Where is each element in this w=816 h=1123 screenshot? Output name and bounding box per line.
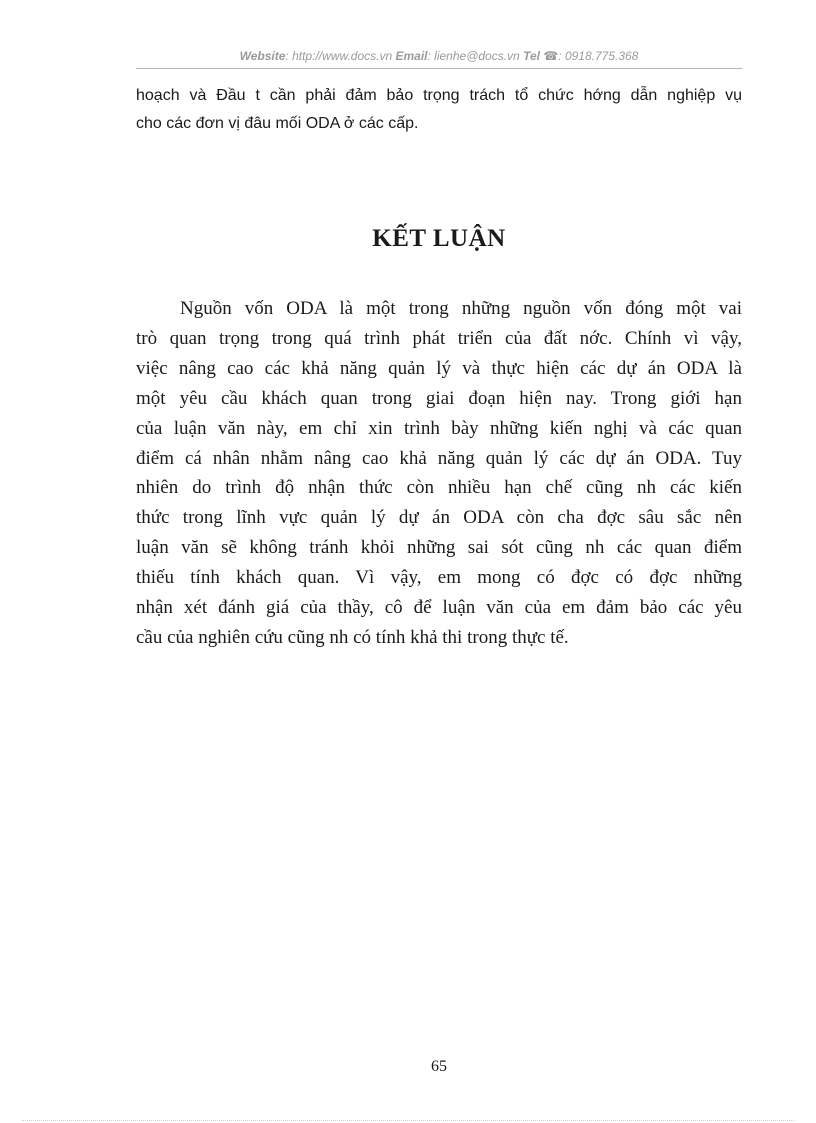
email-label: Email xyxy=(395,49,428,63)
page-number: 65 xyxy=(431,1058,447,1075)
paragraph-line: Nguồn vốn ODA là một trong những nguồn vốn đóng một vai xyxy=(180,298,742,319)
tel-label: Tel xyxy=(523,49,540,63)
paragraph-line: thiếu tính khách quan. Vì vậy, em mong có đợc có đợc những xyxy=(136,567,742,589)
section-title: KẾT LUẬN xyxy=(372,225,506,252)
email-value: : lienhe@docs.vn xyxy=(427,49,520,63)
header-divider xyxy=(136,68,742,69)
intro-line: hoạch và Đầu t cần phải đảm bảo trọng trách tổ chức hớng dẫn nghiệp vụ xyxy=(136,87,742,104)
paragraph-line: nhiên do trình độ nhận thức còn nhiều hạn chế cũng nh các kiến xyxy=(136,477,742,499)
intro-line: cho các đơn vị đâu mối ODA ở các cấp. xyxy=(136,115,419,132)
footer-divider xyxy=(22,1120,794,1121)
phone-icon: ☎ xyxy=(543,49,559,63)
paragraph-line: thức trong lĩnh vực quản lý dự án ODA còn cha đợc sâu sắc nên xyxy=(136,507,742,529)
website-label: Website xyxy=(239,49,286,63)
paragraph-line: điểm cá nhân nhằm nâng cao khả năng quản lý các dự án ODA. Tuy xyxy=(136,447,742,469)
paragraph-line: cầu của nghiên cứu cũng nh có tính khả thi trong thực tế. xyxy=(136,626,569,648)
intro-paragraph xyxy=(136,82,742,138)
tel-value: : 0918.775.368 xyxy=(558,49,639,63)
paragraph-line: của luận văn này, em chỉ xin trình bày những kiến nghị và các quan xyxy=(136,417,742,439)
paragraph-line: nhận xét đánh giá của thầy, cô để luận văn của em đảm bảo các yêu xyxy=(136,597,742,619)
paragraph-line: trò quan trọng trong quá trình phát triển của đất nớc. Chính vì vậy, xyxy=(136,327,742,349)
paragraph-line: việc nâng cao các khả năng quản lý và thực hiện các dự án ODA là xyxy=(136,357,742,379)
paragraph-line: luận văn sẽ không tránh khỏi những sai sót cũng nh các quan điểm xyxy=(136,537,742,559)
website-value: : http://www.docs.vn xyxy=(285,49,393,63)
conclusion-paragraph xyxy=(136,294,742,653)
page-header xyxy=(136,48,742,64)
paragraph-line: một yêu cầu khách quan trong giai đoạn hiện nay. Trong giới hạn xyxy=(136,387,742,409)
